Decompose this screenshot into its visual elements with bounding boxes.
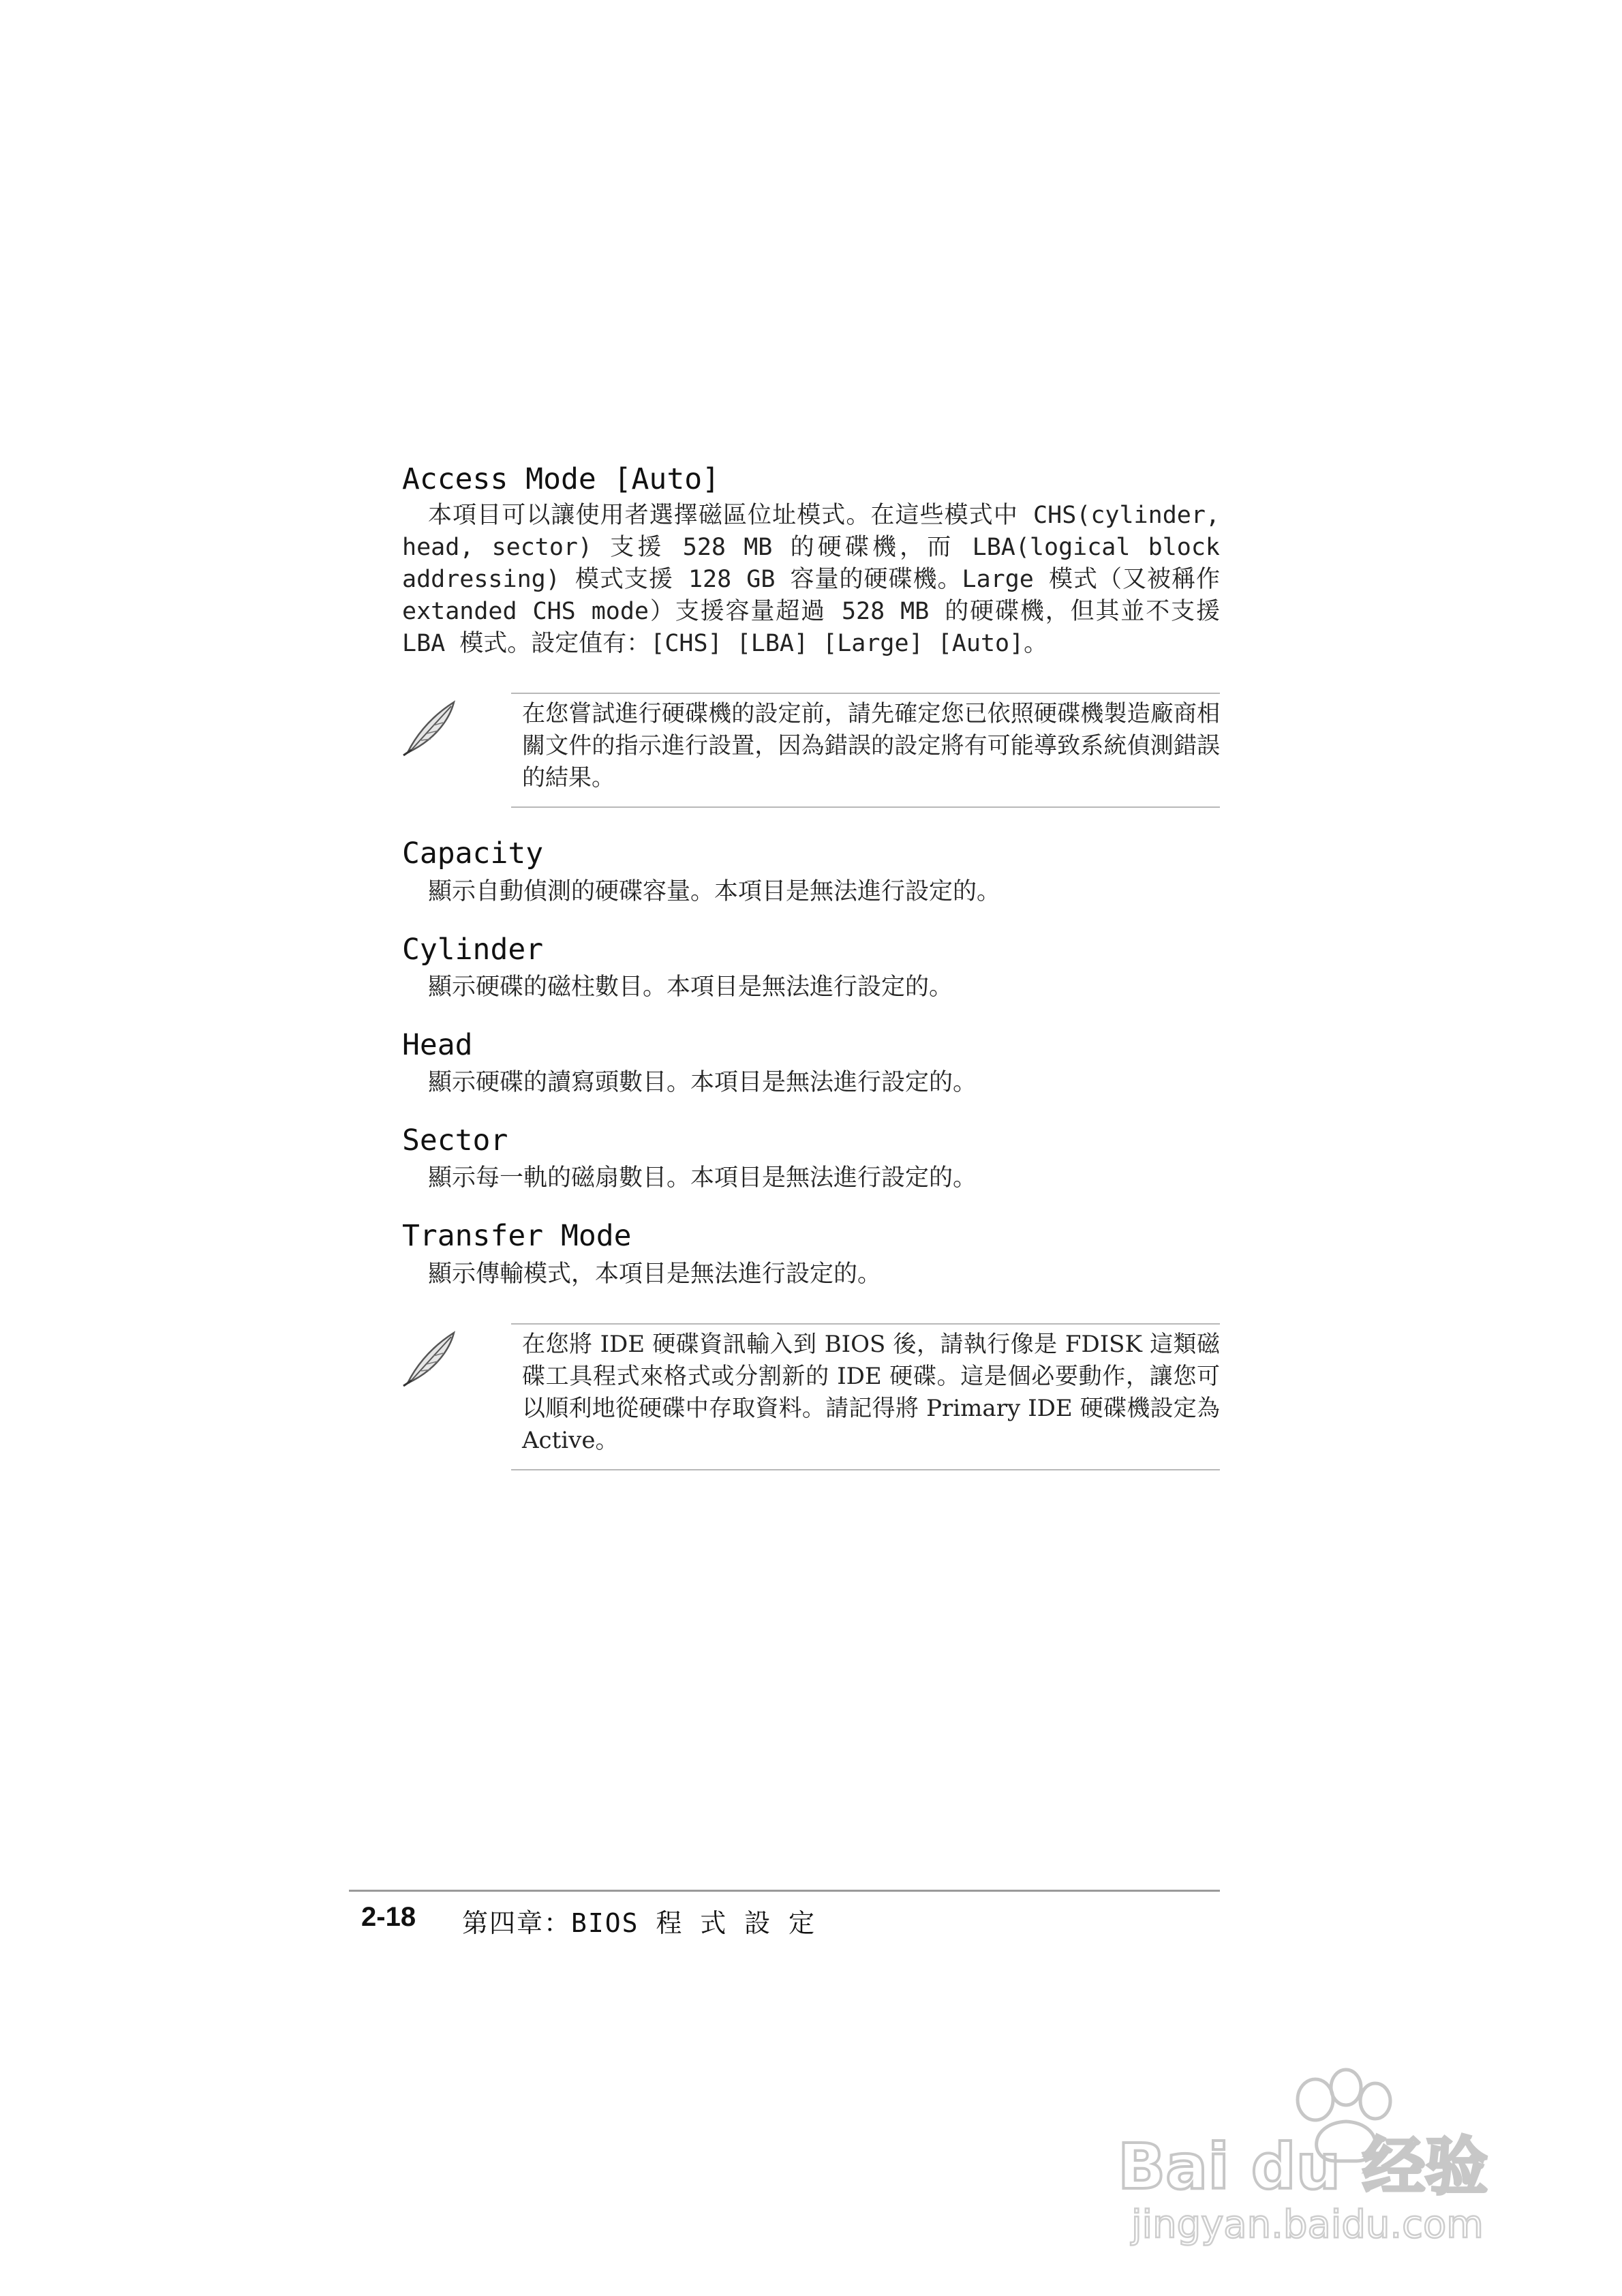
note-box — [402, 1323, 1220, 1470]
section-body: 本項目可以讓使用者選擇磁區位址模式。在這些模式中 CHS(cylinder, head, sector) 支援 528 MB 的硬碟機，而 LBA(logical block addressing) 模式支援 128 GB 容量的硬碟機。Large 模式（又被稱作 extanded CHS mode）支援容量超過 528 MB 的硬碟機，但其並不支援 LBA 模式。設定值有：[CHS] [LBA] [Large] [Auto]。 — [402, 502, 1220, 658]
chapter-title: 第四章：BIOS 程 式 設 定 — [462, 1908, 816, 1938]
section-heading: Head — [402, 1027, 473, 1062]
footer-divider — [349, 1890, 1220, 1892]
section-heading: Capacity — [402, 836, 544, 871]
section-heading: Transfer Mode — [402, 1219, 632, 1254]
baidu-watermark — [1111, 2059, 1520, 2250]
section-heading: Sector — [402, 1123, 508, 1158]
section-heading: Cylinder — [402, 932, 544, 967]
section-heading: Access Mode [Auto] — [402, 462, 720, 496]
feather-pen-icon — [401, 698, 461, 758]
note-text: 在您將 IDE 硬碟資訊輸入到 BIOS 後，請執行像是 FDISK 這類磁碟工具程式來格式或分割新的 IDE 硬碟。這是個必要動作，讓您可以順利地從硬碟中存取資料。請記得將 Primary IDE 硬碟機設定為 Active。 — [522, 1330, 1220, 1454]
feather-pen-icon — [401, 1329, 461, 1389]
watermark-brand: Bai du 经验 — [1118, 2130, 1488, 2203]
watermark-url: jingyan.baidu.com — [1131, 2203, 1484, 2247]
note-content — [511, 693, 1220, 808]
section-access-mode — [402, 464, 1220, 660]
section-transfer-mode — [402, 1220, 1220, 1290]
note-box — [402, 693, 1220, 808]
section-body: 顯示每一軌的磁扇數目。本項目是無法進行設定的。 — [428, 1164, 977, 1192]
section-body: 顯示自動偵測的硬碟容量。本項目是無法進行設定的。 — [428, 877, 1001, 905]
section-head — [402, 1029, 1220, 1099]
section-sector — [402, 1125, 1220, 1194]
page-number: 2-18 — [361, 1902, 416, 1932]
document-body — [402, 464, 1220, 1470]
note-text: 在您嘗試進行硬碟機的設定前，請先確定您已依照硬碟機製造廠商相關文件的指示進行設置，因為錯誤的設定將有可能導致系統偵測錯誤的結果。 — [522, 700, 1220, 792]
section-body: 顯示硬碟的磁柱數目。本項目是無法進行設定的。 — [428, 973, 953, 1001]
note-content — [511, 1323, 1220, 1470]
section-body: 顯示傳輸模式，本項目是無法進行設定的。 — [428, 1260, 882, 1288]
section-body: 顯示硬碟的讀寫頭數目。本項目是無法進行設定的。 — [428, 1069, 977, 1097]
section-cylinder — [402, 934, 1220, 1003]
section-capacity — [402, 838, 1220, 907]
